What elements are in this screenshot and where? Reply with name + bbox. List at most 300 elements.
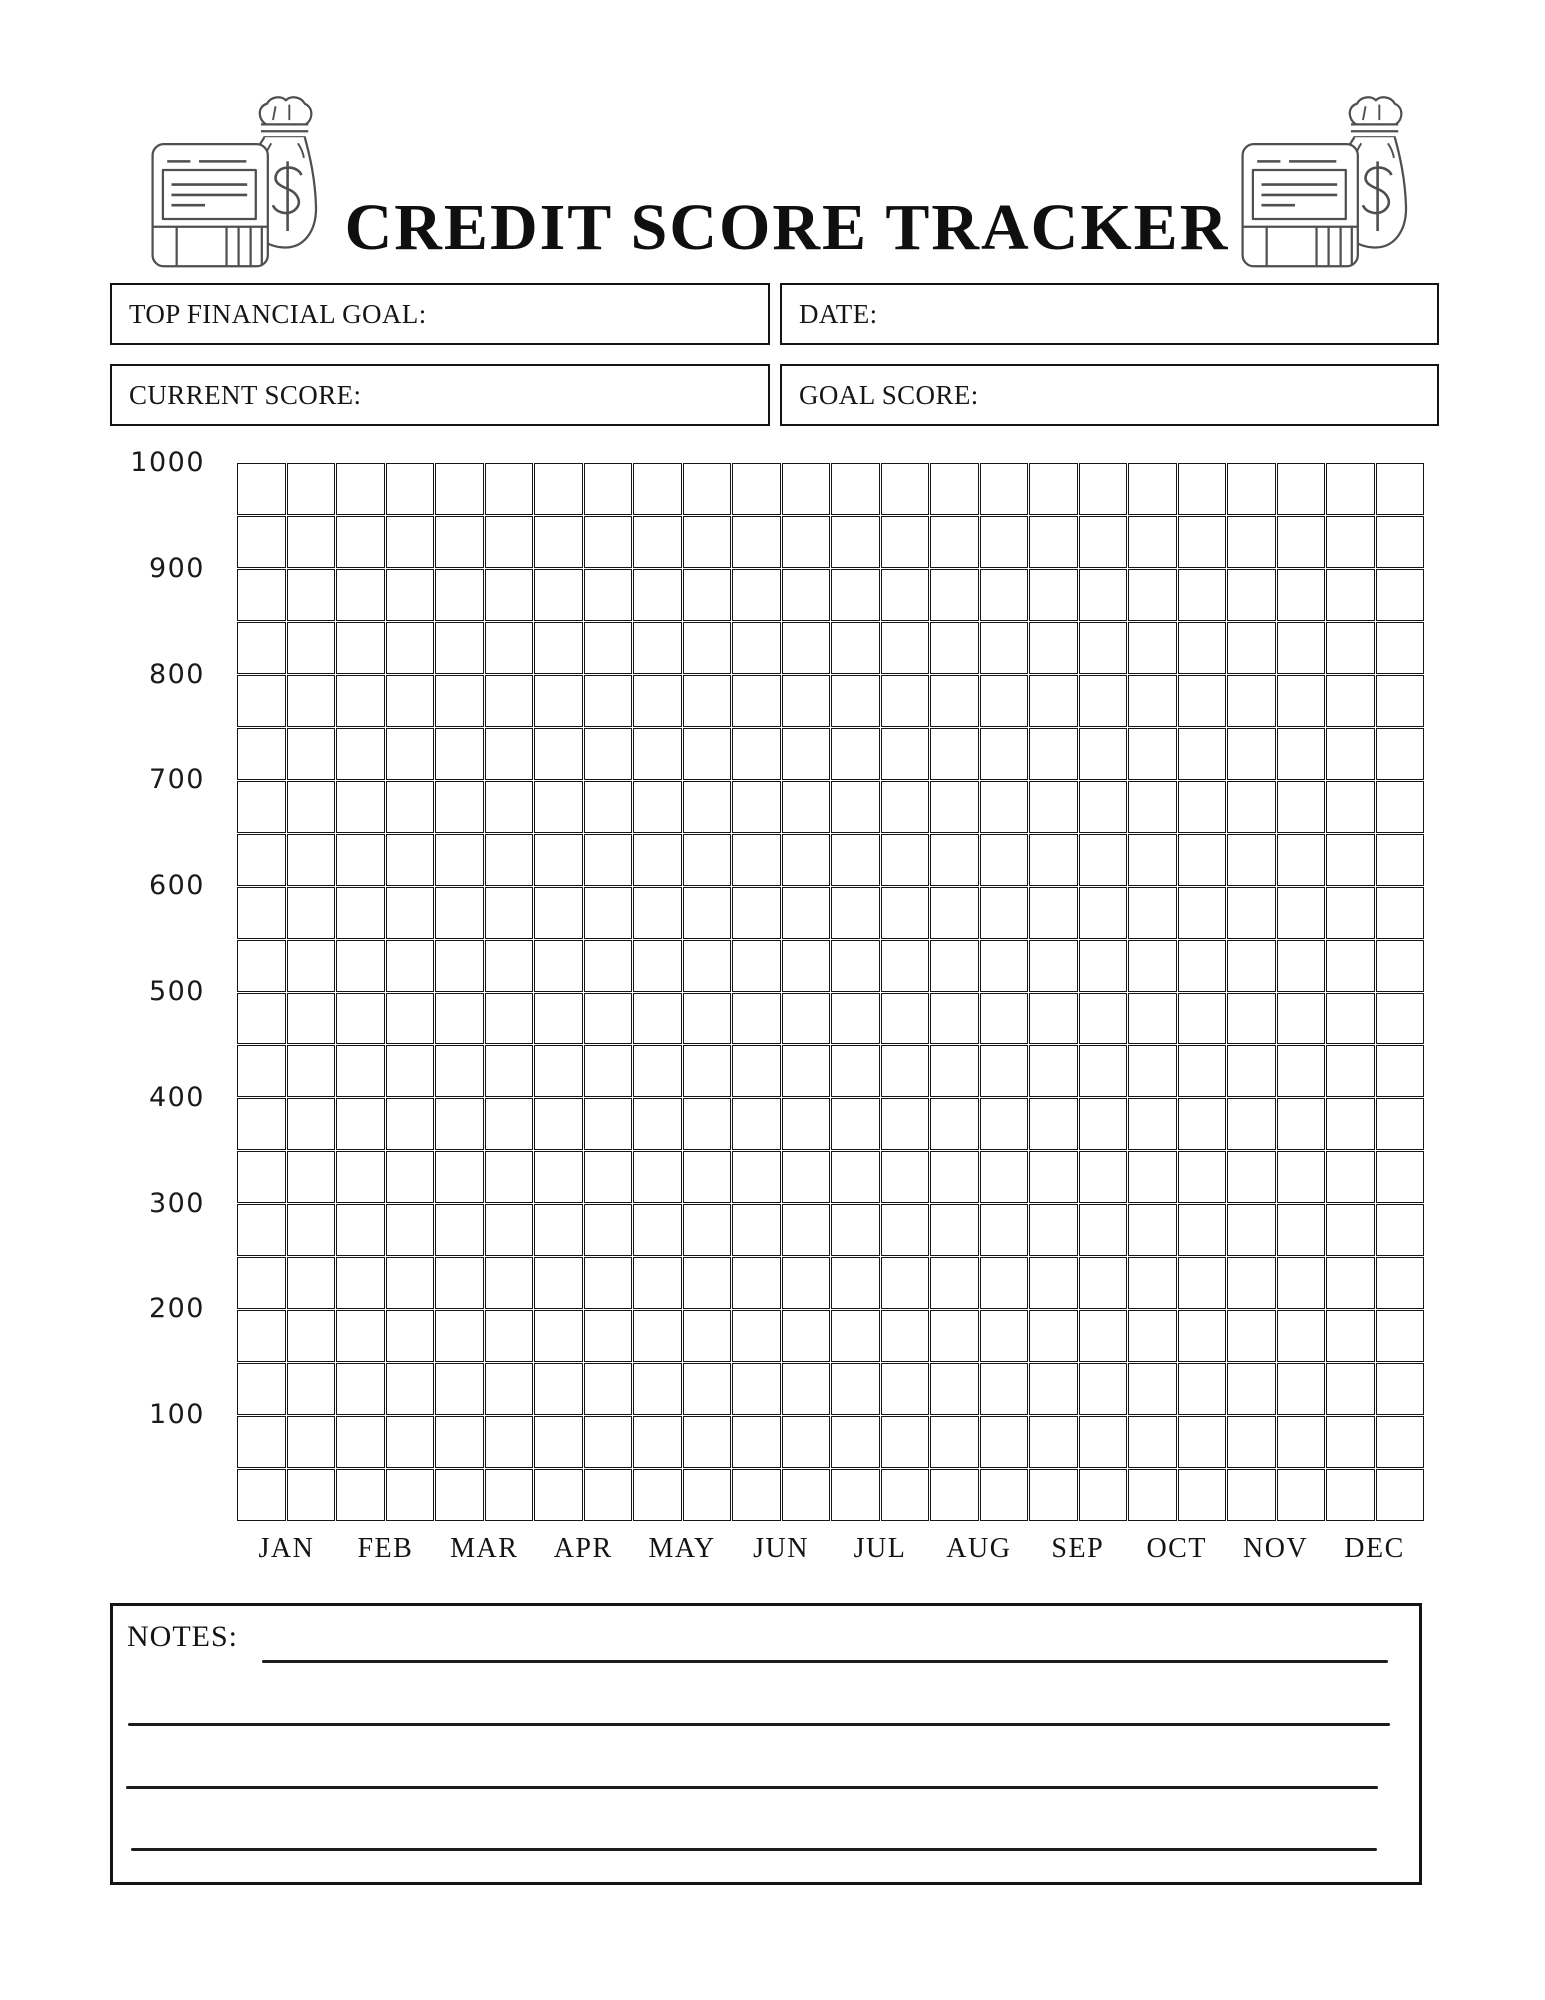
grid-cell (1227, 1469, 1276, 1521)
grid-cell (435, 1416, 484, 1468)
grid-cell (633, 622, 682, 674)
grid-cell (633, 887, 682, 939)
grid-cell (287, 1045, 336, 1097)
grid-cell (930, 1045, 979, 1097)
grid-cell (683, 516, 732, 568)
grid-cell (732, 940, 781, 992)
grid-cell (584, 569, 633, 621)
grid-cell (237, 993, 286, 1045)
grid-cell (633, 463, 682, 515)
grid-cell (683, 887, 732, 939)
grid-cell (831, 1098, 880, 1150)
grid-cell (485, 1310, 534, 1362)
grid-cell (1376, 463, 1425, 515)
grid-cell (633, 834, 682, 886)
grid-cell (1178, 569, 1227, 621)
y-tick-700: 700 (148, 764, 205, 796)
y-tick-300: 300 (148, 1187, 205, 1219)
grid-cell (930, 569, 979, 621)
grid-cell (732, 1363, 781, 1415)
grid-cell (1326, 728, 1375, 780)
grid-cell (1079, 1363, 1128, 1415)
grid-cell (930, 463, 979, 515)
grid-cell (980, 1204, 1029, 1256)
grid-cell (1178, 1416, 1227, 1468)
grid-cell (732, 1469, 781, 1521)
score-tracking-grid (237, 463, 1424, 1521)
x-axis-month-labels (237, 1532, 1424, 1566)
grid-cell (1079, 1204, 1128, 1256)
grid-cell (683, 1204, 732, 1256)
grid-cell (1277, 1204, 1326, 1256)
grid-cell (1277, 516, 1326, 568)
grid-cell (237, 463, 286, 515)
grid-cell (831, 993, 880, 1045)
grid-cell (980, 569, 1029, 621)
grid-cell (782, 1151, 831, 1203)
grid-cell (1326, 1310, 1375, 1362)
grid-cell (1079, 463, 1128, 515)
goal-score-blank (979, 366, 1437, 424)
grid-cell (930, 1204, 979, 1256)
grid-cell (1128, 1045, 1177, 1097)
grid-cell (881, 1469, 930, 1521)
grid-cell (1079, 1098, 1128, 1150)
grid-cell (1376, 993, 1425, 1045)
notes-line (131, 1848, 1377, 1851)
grid-cell (584, 1363, 633, 1415)
grid-cell (633, 675, 682, 727)
grid-cell (1227, 675, 1276, 727)
grid-cell (584, 675, 633, 727)
grid-cell (1376, 1416, 1425, 1468)
grid-cell (386, 1416, 435, 1468)
grid-cell (1277, 1363, 1326, 1415)
grid-cell (386, 1469, 435, 1521)
grid-cell (1079, 1310, 1128, 1362)
grid-cell (930, 887, 979, 939)
grid-cell (633, 993, 682, 1045)
grid-cell (435, 675, 484, 727)
y-tick-100: 100 (148, 1399, 205, 1431)
grid-cell (683, 569, 732, 621)
grid-cell (435, 1204, 484, 1256)
grid-cell (386, 940, 435, 992)
grid-cell (782, 1257, 831, 1309)
grid-cell (1178, 1257, 1227, 1309)
grid-cell (930, 1151, 979, 1203)
grid-cell (930, 940, 979, 992)
grid-cell (1376, 569, 1425, 621)
grid-cell (287, 940, 336, 992)
grid-cell (782, 1469, 831, 1521)
grid-cell (1277, 781, 1326, 833)
grid-cell (1079, 993, 1128, 1045)
grid-cell (831, 463, 880, 515)
grid-cell (881, 516, 930, 568)
grid-cell (732, 1098, 781, 1150)
grid-cell (287, 463, 336, 515)
grid-cell (1079, 781, 1128, 833)
grid-cell (1079, 622, 1128, 674)
grid-cell (683, 1416, 732, 1468)
grid-cell (1277, 1045, 1326, 1097)
grid-cell (782, 516, 831, 568)
grid-cell (732, 781, 781, 833)
grid-cell (1178, 834, 1227, 886)
grid-cell (485, 622, 534, 674)
grid-cell (336, 993, 385, 1045)
grid-cell (485, 463, 534, 515)
grid-cell (1128, 675, 1177, 727)
grid-cell (1376, 1151, 1425, 1203)
grid-cell (584, 1098, 633, 1150)
grid-cell (534, 1469, 583, 1521)
grid-cell (386, 1310, 435, 1362)
month-label-mar: MAR (450, 1533, 519, 1564)
grid-cell (732, 728, 781, 780)
grid-cell (287, 1363, 336, 1415)
grid-cell (980, 1151, 1029, 1203)
grid-cell (1376, 622, 1425, 674)
grid-cell (980, 1098, 1029, 1150)
grid-cell (881, 675, 930, 727)
grid-cell (732, 1045, 781, 1097)
grid-cell (732, 834, 781, 886)
grid-cell (386, 781, 435, 833)
grid-cell (287, 1204, 336, 1256)
grid-cell (237, 1416, 286, 1468)
grid-cell (485, 1098, 534, 1150)
grid-cell (1326, 1151, 1375, 1203)
grid-cell (534, 1310, 583, 1362)
grid-cell (386, 1363, 435, 1415)
month-label-feb: FEB (357, 1533, 414, 1564)
grid-cell (831, 1416, 880, 1468)
grid-cell (1128, 1098, 1177, 1150)
grid-cell (1227, 463, 1276, 515)
month-label-jun: JUN (753, 1533, 809, 1564)
grid-cell (881, 622, 930, 674)
grid-cell (930, 993, 979, 1045)
grid-cell (485, 1416, 534, 1468)
grid-cell (633, 1045, 682, 1097)
grid-cell (485, 1469, 534, 1521)
grid-cell (1178, 993, 1227, 1045)
grid-cell (336, 463, 385, 515)
grid-cell (1227, 940, 1276, 992)
grid-cell (1128, 834, 1177, 886)
grid-cell (336, 516, 385, 568)
grid-cell (1178, 463, 1227, 515)
grid-cell (1227, 1257, 1276, 1309)
grid-cell (1079, 1416, 1128, 1468)
grid-cell (336, 1098, 385, 1150)
grid-cell (683, 781, 732, 833)
grid-cell (386, 728, 435, 780)
grid-cell (782, 675, 831, 727)
grid-cell (336, 1363, 385, 1415)
grid-cell (1326, 622, 1375, 674)
grid-cell (1376, 834, 1425, 886)
grid-cell (1277, 887, 1326, 939)
grid-cell (782, 463, 831, 515)
grid-cell (435, 1310, 484, 1362)
grid-cell (633, 728, 682, 780)
grid-cell (732, 1310, 781, 1362)
grid-cell (584, 781, 633, 833)
grid-cell (831, 834, 880, 886)
grid-cell (1376, 1045, 1425, 1097)
grid-cell (1128, 463, 1177, 515)
grid-cell (534, 1151, 583, 1203)
grid-cell (435, 1098, 484, 1150)
grid-cell (584, 1416, 633, 1468)
grid-cell (1227, 1151, 1276, 1203)
grid-cell (485, 728, 534, 780)
grid-cell (881, 1257, 930, 1309)
grid-cell (881, 887, 930, 939)
grid-cell (831, 1469, 880, 1521)
grid-cell (633, 781, 682, 833)
grid-cell (336, 1310, 385, 1362)
grid-cell (1326, 1257, 1375, 1309)
grid-cell (386, 1151, 435, 1203)
grid-cell (1376, 1469, 1425, 1521)
grid-cell (584, 887, 633, 939)
grid-cell (1029, 1257, 1078, 1309)
month-label-dec: DEC (1344, 1533, 1405, 1564)
month-label-oct: OCT (1146, 1533, 1207, 1564)
grid-cell (386, 675, 435, 727)
grid-cell (534, 622, 583, 674)
grid-cell (336, 887, 385, 939)
grid-cell (336, 1257, 385, 1309)
grid-cell (386, 463, 435, 515)
grid-cell (782, 728, 831, 780)
grid-cell (287, 1098, 336, 1150)
grid-cell (534, 463, 583, 515)
grid-cell (237, 887, 286, 939)
grid-cell (831, 622, 880, 674)
grid-cell (287, 1469, 336, 1521)
grid-cell (584, 1257, 633, 1309)
grid-cell (534, 1045, 583, 1097)
grid-cell (980, 1469, 1029, 1521)
grid-cell (534, 1098, 583, 1150)
grid-cell (584, 1151, 633, 1203)
grid-cell (1128, 781, 1177, 833)
grid-cell (633, 1363, 682, 1415)
grid-cell (930, 1257, 979, 1309)
grid-cell (980, 1363, 1029, 1415)
grid-cell (1326, 1204, 1375, 1256)
grid-cell (386, 834, 435, 886)
grid-cell (930, 1098, 979, 1150)
grid-cell (980, 1045, 1029, 1097)
grid-cell (683, 1257, 732, 1309)
grid-cell (980, 675, 1029, 727)
grid-cell (534, 781, 583, 833)
grid-cell (1326, 887, 1375, 939)
grid-cell (1029, 463, 1078, 515)
grid-cell (1128, 940, 1177, 992)
grid-cell (485, 940, 534, 992)
grid-cell (881, 1204, 930, 1256)
grid-cell (485, 1151, 534, 1203)
grid-cell (1079, 1151, 1128, 1203)
grid-cell (1277, 728, 1326, 780)
grid-cell (1277, 940, 1326, 992)
grid-cell (237, 622, 286, 674)
grid-cell (237, 1469, 286, 1521)
grid-cell (1227, 887, 1276, 939)
y-tick-200: 200 (148, 1293, 205, 1325)
grid-cell (633, 569, 682, 621)
grid-cell (1326, 993, 1375, 1045)
grid-cell (633, 1310, 682, 1362)
notes-line (128, 1723, 1390, 1726)
grid-cell (782, 569, 831, 621)
top-financial-goal-label: TOP FINANCIAL GOAL: (129, 298, 427, 329)
grid-cell (386, 516, 435, 568)
grid-cell (485, 781, 534, 833)
top-financial-goal-blank (427, 285, 768, 343)
grid-cell (930, 675, 979, 727)
grid-cell (683, 622, 732, 674)
grid-cell (732, 675, 781, 727)
grid-cell (1128, 887, 1177, 939)
month-label-aug: AUG (946, 1533, 1012, 1564)
grid-cell (732, 569, 781, 621)
grid-cell (831, 728, 880, 780)
grid-cell (732, 887, 781, 939)
grid-cell (683, 728, 732, 780)
grid-cell (732, 463, 781, 515)
grid-cell (980, 516, 1029, 568)
grid-cell (1326, 569, 1375, 621)
grid-cell (881, 728, 930, 780)
grid-cell (1128, 993, 1177, 1045)
grid-cell (485, 569, 534, 621)
grid-cell (1326, 1363, 1375, 1415)
grid-cell (435, 993, 484, 1045)
grid-cell (485, 834, 534, 886)
cash-register-money-bag-icon (150, 96, 322, 268)
grid-cell (435, 1363, 484, 1415)
grid-cell (336, 622, 385, 674)
grid-cell (1326, 940, 1375, 992)
grid-cell (782, 993, 831, 1045)
grid-cell (831, 887, 880, 939)
grid-cell (386, 569, 435, 621)
month-label-apr: APR (553, 1533, 613, 1564)
grid-cell (732, 1151, 781, 1203)
grid-cell (584, 940, 633, 992)
grid-cell (633, 940, 682, 992)
grid-cell (1277, 1310, 1326, 1362)
grid-cell (980, 834, 1029, 886)
grid-cell (782, 781, 831, 833)
y-tick-900: 900 (148, 552, 205, 584)
grid-cell (336, 1416, 385, 1468)
grid-cell (1128, 1151, 1177, 1203)
grid-cell (287, 1257, 336, 1309)
grid-cell (881, 1363, 930, 1415)
grid-cell (732, 1416, 781, 1468)
grid-cell (1029, 887, 1078, 939)
grid-cell (980, 1257, 1029, 1309)
grid-cell (831, 1204, 880, 1256)
y-tick-1000: 1000 (130, 447, 205, 478)
grid-cell (435, 1151, 484, 1203)
grid-cell (881, 569, 930, 621)
grid-cell (1277, 569, 1326, 621)
grid-cell (1376, 675, 1425, 727)
grid-cell (1079, 940, 1128, 992)
grid-cell (1178, 781, 1227, 833)
grid-cell (831, 940, 880, 992)
grid-cell (1326, 516, 1375, 568)
grid-cell (485, 1045, 534, 1097)
grid-cell (1326, 463, 1375, 515)
grid-cell (584, 728, 633, 780)
grid-cell (980, 1310, 1029, 1362)
page-title: CREDIT SCORE TRACKER (344, 191, 1230, 265)
grid-cell (1227, 1363, 1276, 1415)
grid-cell (1227, 728, 1276, 780)
grid-cell (336, 1045, 385, 1097)
grid-cell (386, 993, 435, 1045)
grid-cell (287, 516, 336, 568)
grid-cell (782, 887, 831, 939)
grid-cell (237, 1310, 286, 1362)
grid-cell (782, 1363, 831, 1415)
grid-cell (1029, 1310, 1078, 1362)
grid-cell (930, 781, 979, 833)
y-tick-800: 800 (148, 658, 205, 690)
grid-cell (485, 1257, 534, 1309)
grid-cell (336, 781, 385, 833)
grid-cell (1227, 1098, 1276, 1150)
grid-cell (435, 940, 484, 992)
grid-cell (336, 569, 385, 621)
grid-cell (237, 1045, 286, 1097)
grid-cell (336, 1204, 385, 1256)
grid-cell (782, 1098, 831, 1150)
grid-cell (1277, 993, 1326, 1045)
grid-cell (237, 834, 286, 886)
grid-cell (237, 516, 286, 568)
month-label-jan: JAN (258, 1533, 315, 1564)
grid-cell (782, 1416, 831, 1468)
grid-cell (435, 1469, 484, 1521)
grid-cell (435, 516, 484, 568)
grid-cell (534, 675, 583, 727)
grid-cell (930, 1310, 979, 1362)
grid-cell (1277, 834, 1326, 886)
grid-cell (881, 1151, 930, 1203)
grid-cell (1029, 940, 1078, 992)
grid-cell (386, 1257, 435, 1309)
grid-cell (1079, 834, 1128, 886)
grid-cell (1029, 622, 1078, 674)
grid-cell (782, 1310, 831, 1362)
grid-cell (1079, 1469, 1128, 1521)
grid-cell (930, 1363, 979, 1415)
grid-cell (534, 569, 583, 621)
grid-cell (782, 940, 831, 992)
